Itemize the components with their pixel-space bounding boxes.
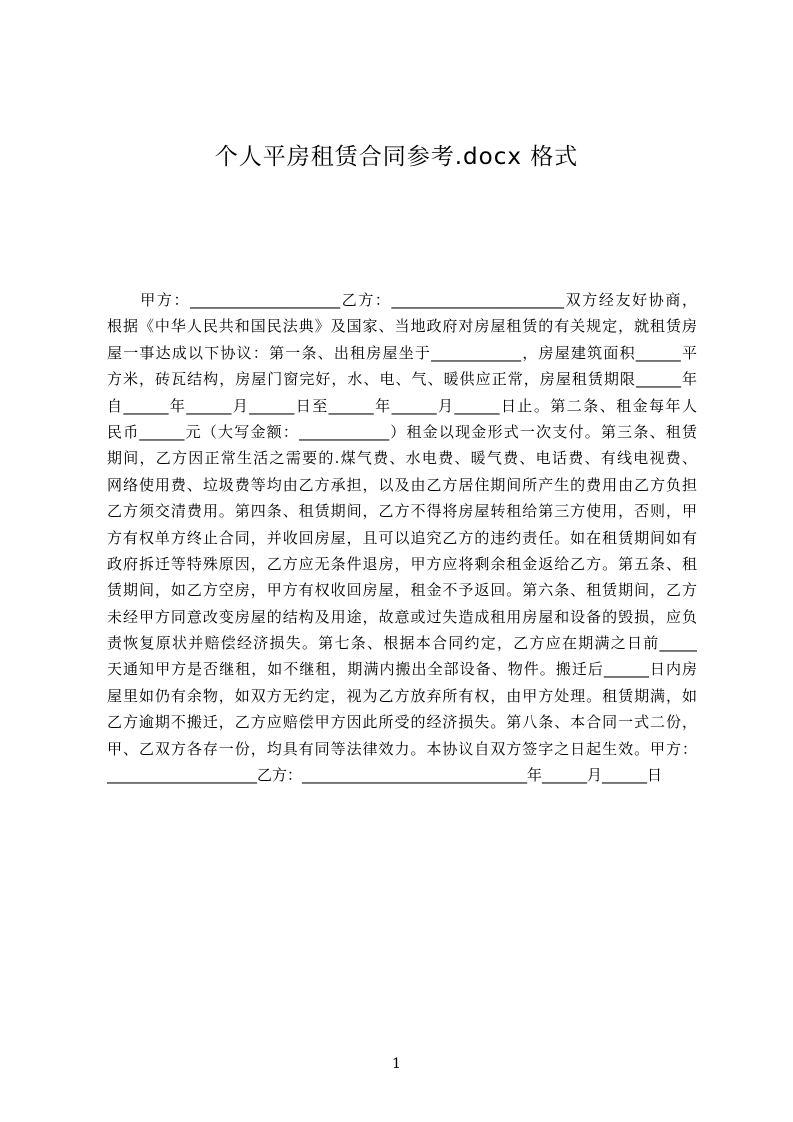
contract-line: 未经甲方同意改变房屋的结构及用途，故意或过失造成租用房屋和设备的毁损，应负 — [107, 607, 697, 626]
contract-line: 方有权单方终止合同，并收回房屋，且可以追究乙方的违约责任。如在租赁期间如有 — [107, 528, 697, 547]
contract-line: 政府拆迁等特殊原因，乙方应无条件退房，甲方应将剩余租金返给乙方。第五条、租 — [107, 554, 697, 573]
document-title: 个人平房租赁合同参考.docx 格式 — [214, 144, 579, 170]
contract-line: 期间，乙方因正常生活之需要的.煤气费、水电费、暖气费、电话费、有线电视费、 — [107, 449, 697, 468]
contract-body — [107, 287, 697, 788]
contract-line: 民币______元（大写金额：____________）租金以现金形式一次支付。第三条、租赁 — [107, 422, 697, 441]
contract-line: 乙方须交清费用。第四条、租赁期间，乙方不得将房屋转租给第三方使用，否则，甲 — [107, 502, 697, 521]
contract-line: 根据《中华人民共和国民法典》及国家、当地政府对房屋租赁的有关规定，就租赁房 — [107, 317, 697, 336]
contract-line: 乙方逾期不搬迁，乙方应赔偿甲方因此所受的经济损失。第八条、本合同一式二份， — [107, 713, 697, 732]
contract-line: 屋一事达成以下协议：第一条、出租房屋坐于____________，房屋建筑面积______平 — [107, 343, 697, 362]
contract-line: 方米，砖瓦结构，房屋门窗完好，水、电、气、暖供应正常，房屋租赁期限______年 — [107, 370, 697, 389]
contract-line: 甲、乙双方各存一份，均具有同等法律效力。本协议自双方签字之日起生效。甲方： — [107, 739, 697, 758]
contract-line: 甲方：____________________乙方：_______________________双方经友好协商， — [107, 291, 697, 309]
contract-line: 屋里如仍有余物，如双方无约定，视为乙方放弃所有权，由甲方处理。租赁期满，如 — [107, 686, 697, 705]
contract-line: 自______年______月______日至______年______月______日止。第二条、租金每年人 — [107, 396, 697, 415]
page-number: 1 — [392, 1056, 401, 1072]
signature-line: ____________________乙方：______________________________年______月______日 — [107, 766, 663, 785]
contract-line: 赁期间，如乙方空房，甲方有权收回房屋，租金不予返回。第六条、租赁期间，乙方 — [107, 581, 697, 600]
contract-line: 网络使用费、垃圾费等均由乙方承担，以及由乙方居住期间所产生的费用由乙方负担 — [107, 475, 697, 494]
contract-line: 天通知甲方是否继租，如不继租，期满内搬出全部设备、物件。搬迁后______日内房 — [107, 660, 697, 679]
contract-line: 责恢复原状并赔偿经济损失。第七条、根据本合同约定，乙方应在期满之日前_____ — [107, 634, 697, 653]
